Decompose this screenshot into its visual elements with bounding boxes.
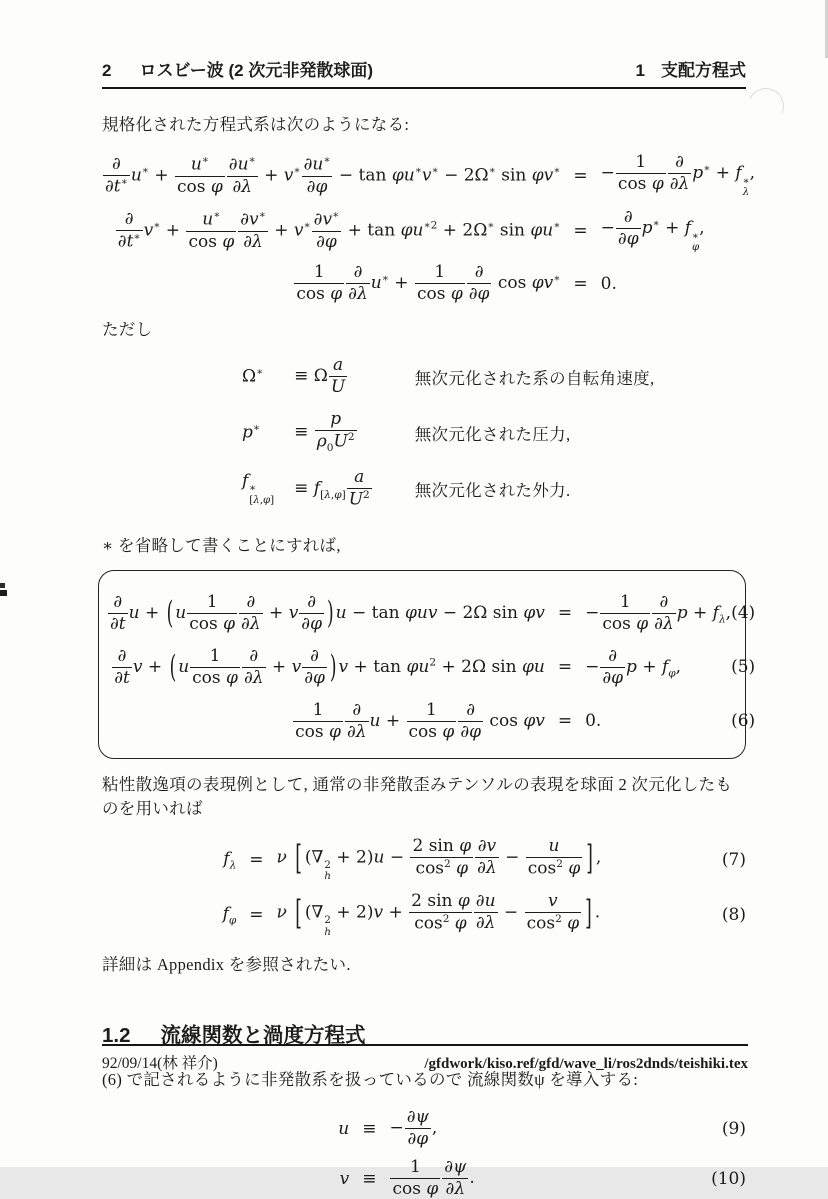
equation-relation: =: [573, 273, 588, 294]
header-left: [102, 56, 373, 81]
equation-lhs: u: [338, 1118, 350, 1139]
equation-number: (9): [721, 1118, 746, 1139]
header-chapter-title: ロスビー波 (2 次元非発散球面): [139, 61, 374, 80]
section-number: 1.2: [102, 1024, 131, 1048]
equation-number: (7): [721, 849, 746, 870]
equation-number: (6): [731, 711, 756, 732]
equation-group-starred: [102, 151, 756, 305]
equation-rhs: 0.: [600, 273, 617, 294]
equation-relation: =: [573, 221, 588, 242]
header-section-number: 1: [635, 61, 645, 80]
star-note: ∗ を省略して書くことにすれば,: [102, 535, 341, 555]
definition-symbol: Ω∗: [242, 366, 264, 387]
equation-rhs: 0.: [585, 711, 602, 732]
equation-lhs: $f_\lambda$: [223, 848, 237, 872]
definition-description: 無次元化された圧力,: [414, 424, 571, 444]
equation-relation: =: [557, 603, 573, 624]
definition-description: 無次元化された外力.: [414, 480, 571, 500]
equation-rhs: − ∂ ∂φ p∗ + f ∗ φ ,: [600, 207, 705, 254]
equation-lhs: ∂ ∂t v + ( u $\frac{1}{\text{cos φ}}$ ∂ ∂λ + v ∂ ∂φ ) $v + \tan \varphi u^2 + 2\Omega$ sin φu: [114, 645, 545, 688]
equation-relation: ≡: [362, 1168, 377, 1189]
equation-relation: ≡: [362, 1118, 377, 1139]
equation-lhs: $\frac{1}{\text{cos φ}}$ ∂ ∂λ u∗ + $\frac{1}{\text{cos φ}}$ ∂ ∂φ cos φv∗: [296, 262, 561, 305]
equation-number: (8): [721, 905, 746, 926]
scan-smudge-artifact: [0, 590, 7, 596]
equation-relation: =: [249, 849, 264, 870]
equation-rhs: − $\frac{\partial\psi}{\partial\varphi}$ ,: [389, 1107, 438, 1150]
scan-smudge-artifact: [0, 583, 5, 588]
header-page-number: 2: [102, 61, 112, 80]
equation-lhs: ∂ ∂t∗ v∗ + $\frac{u^∗}{\text{cos φ}}$ $\frac{\partial v^∗}{\partial\lambda}$ + v∗ $\frac{\partial v^∗}{\partial\varphi}$ + $\tan \varphi u^{∗2} + 2\Omega^∗$ sin φu∗: [117, 209, 561, 252]
equation-rhs: $\frac{1}{\text{cos φ}}$ $\frac{\partial\psi}{\partial\lambda}$ .: [392, 1157, 475, 1199]
footer-date-author: 92/09/14(林 祥介): [102, 1055, 218, 1072]
viscous-paragraph: 粘性散逸項の表現例として, 通常の非発散歪みテンソルの表現を球面 2 次元化したものを用いれば: [102, 774, 733, 818]
equation-rhs: ν [ (∇ 2 h + 2)u − $\frac{\text{2 sin φ}}{\cos^2 \varphi}$ $\frac{\partial v}{\partial\lambda}$ − $\frac{u}{\cos^2 \varphi}$ ] ,: [276, 835, 602, 883]
definitions-list: [242, 356, 746, 510]
definition-description: 無次元化された系の自転角速度,: [414, 368, 655, 388]
page-footer: [102, 1044, 748, 1073]
tadashi-label: ただし: [102, 320, 153, 340]
equation-relation: =: [249, 905, 264, 926]
equation-lhs: ∂ ∂t∗ u∗ + $\frac{u^∗}{\text{cos φ}}$ $\frac{\partial u^∗}{\partial\lambda}$ + v∗ $\frac{\partial u^∗}{\partial\varphi}$ − tan φu∗v∗ − 2Ω∗ sin φv∗: [105, 154, 561, 197]
equation-number: (5): [731, 657, 756, 678]
equation-relation: =: [557, 657, 573, 678]
equation-group-viscous: [102, 837, 746, 939]
equation-rhs: − ∂ ∂φ $p + f_\varphi$,: [585, 645, 682, 688]
stream-paragraph: (6) で記されるように非発散系を扱っているので 流線関数ψ を導入する:: [102, 1070, 639, 1090]
equation-group-boxed: [107, 591, 756, 742]
footer-file-path: /gfdwork/kiso.ref/gfd/wave_li/ros2dnds/teishiki.tex: [424, 1056, 748, 1072]
equation-rhs: − $\frac{1}{\text{cos φ}}$ ∂ ∂λ $p + f_\lambda$,: [585, 591, 732, 634]
equation-lhs: v: [339, 1168, 350, 1189]
equation-rhs: − $\frac{1}{\text{cos φ}}$ ∂ ∂λ p∗ + f ∗ λ ,: [600, 151, 756, 199]
equation-group-stream: [102, 1108, 746, 1199]
equation-lhs: $f_\varphi$: [222, 904, 237, 927]
equation-lhs: ∂ ∂t u + ( u $\frac{1}{\text{cos φ}}$ ∂ ∂λ + v ∂ ∂φ ) u − tan φuv − 2Ω sin φv: [110, 591, 545, 634]
equation-relation: =: [557, 711, 573, 732]
intro-text: 規格化された方程式系は次のようになる:: [102, 115, 410, 134]
equation-relation: =: [573, 165, 588, 186]
definition-symbol: p∗: [242, 422, 261, 443]
appendix-note: 詳細は Appendix を参照されたい.: [102, 954, 351, 974]
definition-relation: ≡ $\frac{p}{\rho_0U^2}$: [294, 409, 355, 455]
header-section-title: 支配方程式: [661, 61, 746, 80]
page-header: [102, 0, 746, 89]
header-right: [636, 56, 746, 81]
equation-box: [98, 570, 756, 759]
scan-circle-artifact: [743, 83, 789, 129]
section-title: 流線関数と渦度方程式: [160, 1024, 366, 1048]
equation-rhs: ν [ (∇ 2 h + 2)v + $\frac{\text{2 sin φ}}{\cos^2 \varphi}$ $\frac{\partial u}{\partial\lambda}$ − $\frac{v}{\cos^2 \varphi}$ ] .: [276, 891, 601, 938]
equation-lhs: $\frac{1}{\text{cos φ}}$ ∂ ∂λ u + $\frac{1}{\text{cos φ}}$ ∂ ∂φ cos φv: [295, 699, 545, 742]
definition-symbol: f ∗ [λ,φ]: [242, 470, 275, 507]
equation-number: (10): [711, 1168, 746, 1189]
equation-number: (4): [731, 603, 756, 624]
definition-relation: ≡ Ω $\frac{a}{U}$: [294, 355, 346, 398]
definition-relation: ≡ $f_{[\lambda,\varphi]}$ $\frac{a}{U^2}$: [294, 467, 370, 510]
